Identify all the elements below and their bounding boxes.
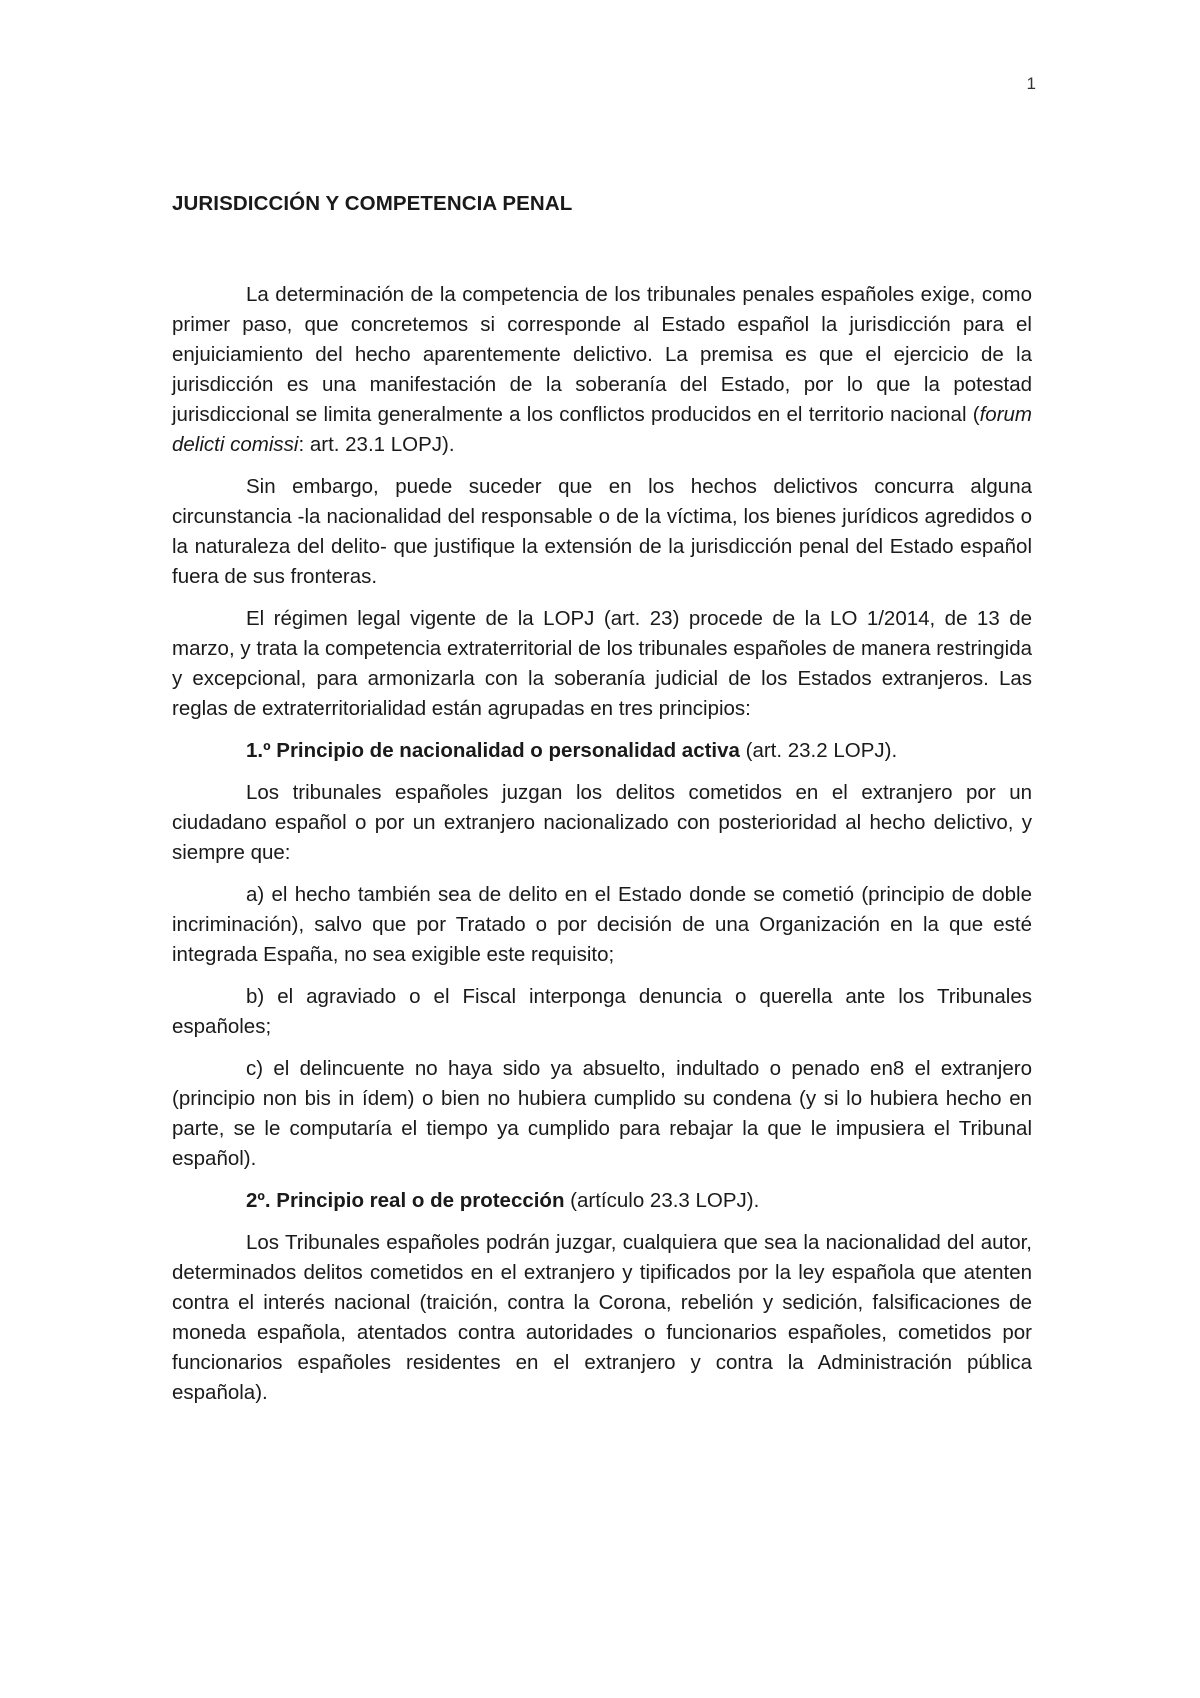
list-item-a: a) el hecho también sea de delito en el Estado donde se cometió (principio de doble incriminación), salvo que por Tratado o por decisión de una Organización en la que esté integrada España, no sea exigible este requisito; [172, 883, 1032, 966]
paragraph-extension: Sin embargo, puede suceder que en los hechos delictivos concurra alguna circunstancia -la nacionalidad del responsable o de la víctima, los bienes jurídicos agredidos o la naturaleza del delito- que justifique la extensión de la jurisdicción penal del Estado español fuera de sus fronteras. [172, 475, 1032, 588]
page-number: 1 [1026, 74, 1036, 93]
paragraph-intro-text: La determinación de la competencia de los tribunales penales españoles exige, como primer paso, que concretemos si corresponde al Estado español la jurisdicción para el enjuiciamiento del hecho aparentemente delictivo. La premisa es que el ejercicio de la jurisdicción es una manifestación de la soberanía del Estado, por lo que la potestad jurisdiccional se limita generalmente a los conflictos producidos en el territorio nacional ( [172, 283, 1032, 426]
latin-term: forum delicti comissi [172, 403, 1032, 456]
paragraph-legal-regime: El régimen legal vigente de la LOPJ (art. 23) procede de la LO 1/2014, de 13 de marzo, y trata la competencia extraterritorial de los tribunales españoles de manera restringida y excepcional, para armonizarla con la soberanía judicial de los Estados extranjeros. Las reglas de extraterritorialidad están agrupadas en tres principios: [172, 607, 1032, 720]
paragraph-protection: Los Tribunales españoles podrán juzgar, cualquiera que sea la nacionalidad del autor, determinados delitos cometidos en el extranjero y tipificados por la ley española que atenten contra el interés nacional (traición, contra la Corona, rebelión y sedición, falsificaciones de moneda española, atentados contra autoridades o funcionarios españoles, cometidos por funcionarios españoles residentes en el extranjero y contra la Administración pública española). [172, 1231, 1032, 1404]
paragraph-nationality: Los tribunales españoles juzgan los delitos cometidos en el extranjero por un ciudadano español o por un extranjero nacionalizado con posterioridad al hecho delictivo, y siempre que: [172, 781, 1032, 864]
section-heading-2-ref: (artículo 23.3 LOPJ). [564, 1189, 760, 1212]
section-heading-1-ref: (art. 23.2 LOPJ). [739, 739, 898, 762]
section-heading-1-bold: 1.º Principio de nacionalidad o personalidad activa [246, 739, 740, 762]
document-body [172, 280, 1032, 1420]
section-heading-2-bold: 2º. Principio real o de protección [246, 1189, 565, 1212]
section-heading-2 [172, 1186, 1032, 1216]
document-title: JURISDICCIÓN Y COMPETENCIA PENAL [172, 192, 573, 215]
paragraph-intro [172, 280, 1032, 460]
paragraph-intro-tail: : art. 23.1 LOPJ). [298, 433, 455, 456]
list-item-b: b) el agraviado o el Fiscal interponga denuncia o querella ante los Tribunales españoles; [172, 985, 1032, 1038]
section-heading-1 [172, 736, 1032, 766]
list-item-c: c) el delincuente no haya sido ya absuelto, indultado o penado en8 el extranjero (principio non bis in ídem) o bien no hubiera cumplido su condena (y si lo hubiera hecho en parte, se le computaría el tiempo ya cumplido para rebajar la que le impusiera el Tribunal español). [172, 1057, 1032, 1170]
